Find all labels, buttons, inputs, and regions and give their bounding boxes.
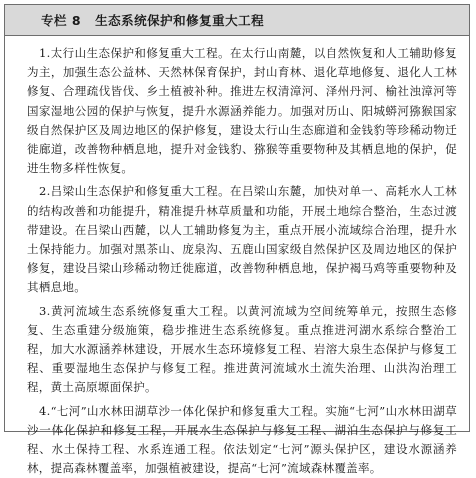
box-title: 生态系统保护和修复重大工程 bbox=[95, 13, 265, 28]
feature-box bbox=[4, 4, 470, 476]
paragraph-seven-rivers: 4.“七河”山水林田湖草沙一体化保护和修复重大工程。实施“七河”山水林田湖草沙一体化保护和修复工程，开展水生态保护与修复工程、湖泊生态保护与修复工程、水土保持工程、水系连通工程。依法划定“七河”源头保护区，建设水源涵养林，提高森林覆盖率，加强植被建设，提高“七河”流域森林覆盖率。 bbox=[27, 403, 457, 476]
box-content bbox=[5, 36, 469, 478]
box-label: 专栏 8 bbox=[41, 13, 82, 28]
paragraph-yellow-river: 3.黄河流域生态系统修复重大工程。以黄河流域为空间统筹单元，按照生态修复、生态重建分级施策，稳步推进生态系统修复。重点推进河湖水系综合整治工程，加大水源涵养林建设，开展水生态环境修复工程、岩溶大泉生态保护与修复工程、重要湿地生态保护与修复工程。推进黄河流域水土流失治理、山洪沟治理工程，黄土高原塬面保护。 bbox=[27, 303, 457, 395]
box-header bbox=[5, 5, 469, 36]
paragraph-taihang: 1.太行山生态保护和修复重大工程。在太行山南麓，以自然恢复和人工辅助修复为主，加强生态公益林、天然林保育保护，封山育林、退化草地修复、退化人工林修复、合理疏伐皆伐、乡土植被补种。推进左权清漳河、泽州丹河、榆社浊漳河等国家湿地公园的保护与恢复，提升水源涵养能力。加强对历山、阳城蟒河猕猴国家级自然保护区及周边地区的保护修复，建设太行山生态廊道和金钱豹等珍稀动物迁徙廊道，改善物种栖息地，提升对金钱豹、猕猴等重要物种及其栖息地的保护，促进生物多样性恢复。 bbox=[27, 46, 457, 176]
paragraph-lvliang: 2.吕梁山生态保护和修复重大工程。在吕梁山东麓，加快对单一、高耗水人工林的结构改善和功能提升，精准提升林草质量和功能，开展土地综合整治，生态过渡带建设。在吕梁山西麓，以人工辅助修复为主，重点开展小流域综合治理，提升水土保持能力。加强对黑茶山、庞泉沟、五鹿山国家级自然保护区及周边地区的保护修复，建设吕梁山珍稀动物迁徙廊道，改善物种栖息地，保护褐马鸡等重要物种及其栖息地。 bbox=[27, 184, 457, 295]
